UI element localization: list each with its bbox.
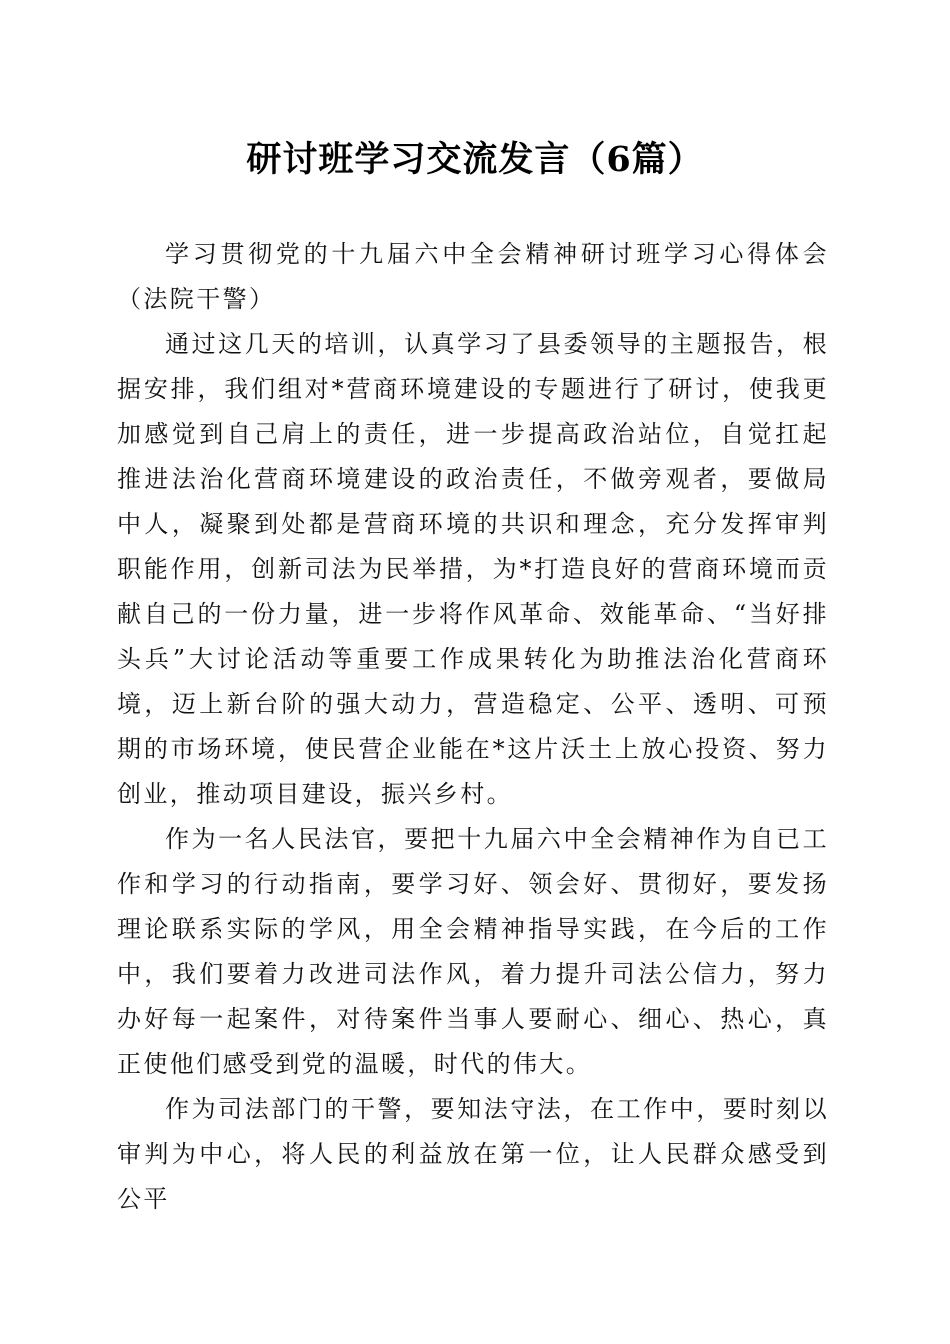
paragraph-2: 作为一名人民法官，要把十九届六中全会精神作为自已工作和学习的行动指南，要学习好、领会好、贯彻好，要发扬理论联系实际的学风，用全会精神指导实践，在今后的工作中，我们要着力改进司法作风，着力提升司法公信力，努力办好每一起案件，对待案件当事人要耐心、细心、热心，真正使他们感受到党的温暖，时代的伟大。: [117, 825, 829, 1078]
document-title: 研讨班学习交流发言（6篇）: [246, 139, 704, 180]
paragraph-3: 作为司法部门的干警，要知法守法，在工作中，要时刻以审判为中心，将人民的利益放在第一位，让人民群众感受到公平: [117, 1095, 829, 1213]
paragraph-subtitle: 学习贯彻党的十九届六中全会精神研讨班学习心得体会（法院干警）: [117, 240, 829, 313]
paragraph-1: 通过这几天的培训，认真学习了县委领导的主题报告，根据安排，我们组对*营商环境建设的专题进行了研讨，使我更加感觉到自己肩上的责任，进一步提高政治站位，自觉扛起推进法治化营商环境建设的政治责任，不做旁观者，要做局中人，凝聚到处都是营商环境的共识和理念，充分发挥审判职能作用，创新司法为民举措，为*打造良好的营商环境而贡献自己的一份力量，进一步将作风革命、效能革命、“当好排头兵”大讨论活动等重要工作成果转化为助推法治化营商环境，迈上新台阶的强大动力，营造稳定、公平、透明、可预期的市场环境，使民营企业能在*这片沃土上放心投资、努力创业，推动项目建设，振兴乡村。: [117, 330, 829, 808]
document-body: [117, 232, 829, 1222]
